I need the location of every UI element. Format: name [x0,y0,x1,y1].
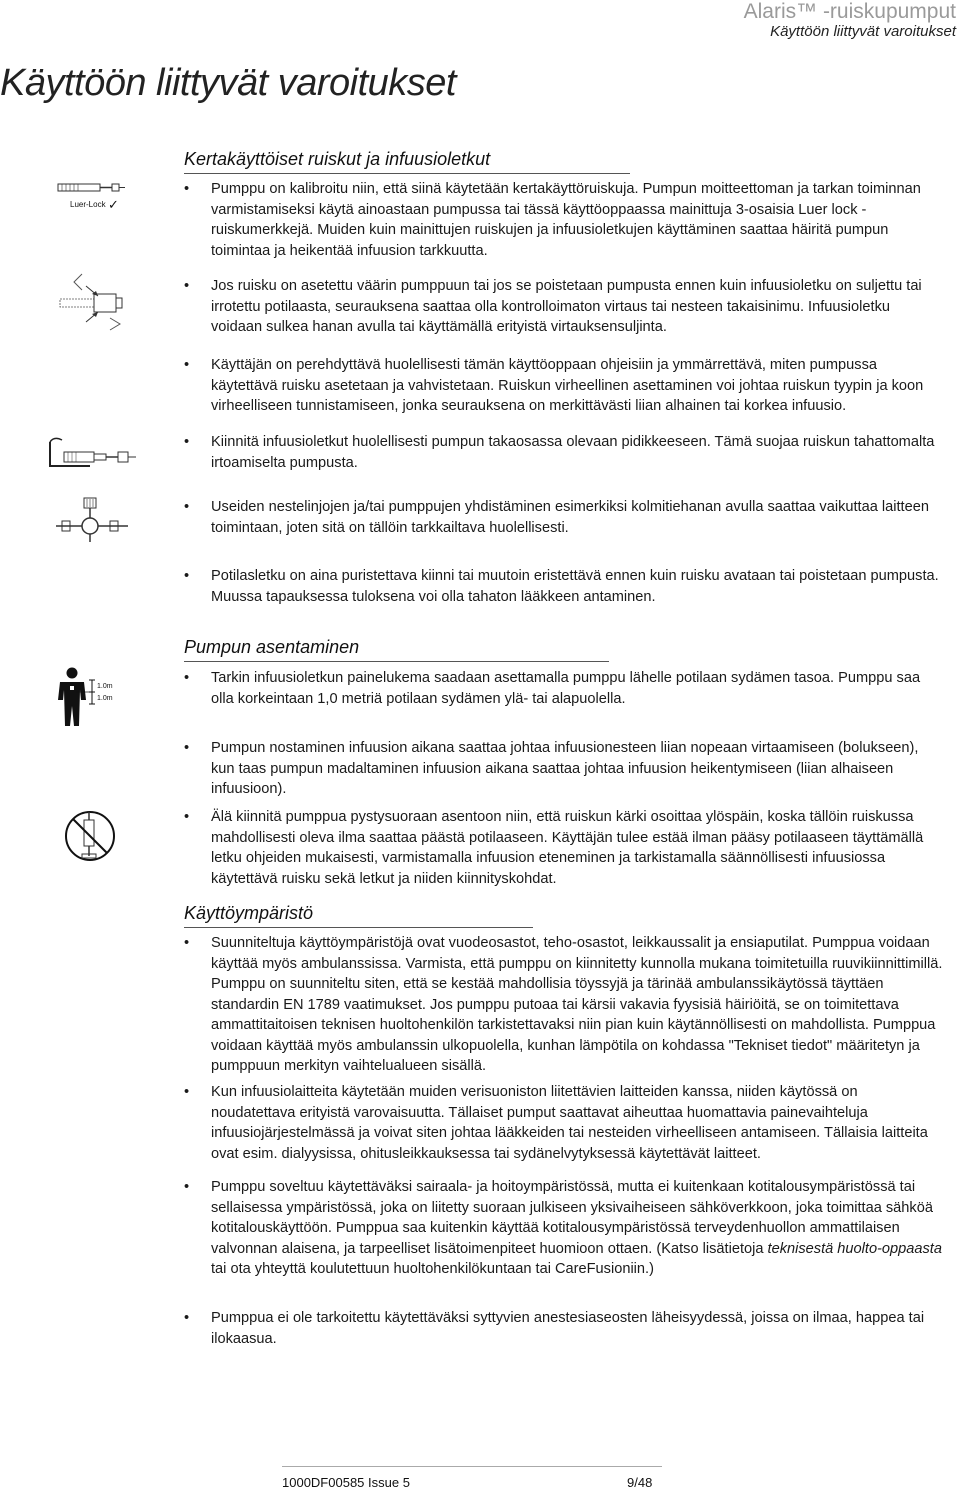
list-item: • Pumppu on kalibroitu niin, että siinä käytetään kertakäyttöruiskuja. Pumpun moitteettoman ja tarkan toiminnan varmistamiseksi käytä ainoastaan pumpussa tai tässä käyttöoppaassa mainittuja 3-osaisia Luer lock -ruiskumerkkejä. Muiden kuin mainittujen ruiskujen ja infuusioletkujen käyttäminen saattaa häiritä pumpun toimintaa ja heikentää infuusion tarkkuutta. [184,181,921,259]
list-item: • Pumppu soveltuu käytettäväksi sairaala- ja hoitoympäristössä, mutta ei kuitenkaan kotitalousympäristössä tai sellaisessa ympäristössä, joka on liitetty suoraan julkiseen yksivaiheiseen sähköverkkoon, joka toimittaa sähköä kotitalouskäyttöön. Pumppua saa kuitenkin käyttää kotitalousympäristössä terveydenhuollon ammattilaisen valvonnan alaisena, ja tarpeelliset lisätoimenpiteet huomioon ottaen. (Katso lisätietoja teknisestä huolto-oppaasta tai ota yhteyttä koulutettuun huoltohenkilökuntaan tai CareFusioniin.) [184,1179,942,1277]
header-product-title: Alaris™ -ruiskupumput [743,0,956,23]
section-heading-syringes: Kertakäyttöiset ruiskut ja infuusioletkut [184,149,491,169]
list-item: • Tarkin infuusioletkun painelukema saadaan asettamalla pumppu lähelle potilaan sydämen tasoa. Pumppu saa olla korkeintaan 1,0 metriä potilaan sydämen ylä- tai alapuolella. [184,670,921,707]
list-item: • Pumppua ei ole tarkoitettu käytettäväksi syttyvien anestesiaseosten läheisyydessä, joissa on ilmaa, happea tai ilokaasua. [184,1310,925,1347]
luer-lock-label: Luer-Lock [70,200,106,209]
list-item: • Suunniteltuja käyttöympäristöjä ovat vuodeosastot, teho-osastot, leikkaussalit ja ensiaputilat. Pumppua voidaan käyttää myös ambulanssissa. Varmista, että pumppu on kiinnitetty kunnolla mukana toimitetuilla ruuvikiinnittimillä. Pumppu on suunniteltu siten, että se kestää mahdollisia töyssyjä ja tärinää ambulanssikäytössä täyttäen standardin EN 1789 vaatimukset. Jos pumppu putoaa tai kärsii vakavia fyysisiä häiriöitä, se on toimitettava ammattitaitoisen teknisen huoltohenkilön tarkistettavaksi niin pian kuin käytännöllisesti on mahdollista. Pumppua voidaan käyttää myös ambulanssin ulkopuolella, kunhan lämpötila on kohdassa "Tekniset tiedot" määritetyn ja pumppuun merkityn vaihtelualueen sisällä. [184,935,943,1074]
footer-page-number: 9/48 [627,1475,653,1490]
list-item: • Jos ruisku on asetettu väärin pumppuun tai jos se poistetaan pumpusta ennen kuin infuusioletku on suljettu tai irrotettu potilaasta, seurauksena saattaa olla kontrolloimaton virtaus tai nesteen takaisinimu. Infuusioletku voidaan sulkea hanan avulla tai käyttämällä erityistä virtauksensuljinta. [184,278,922,335]
section-heading-environment: Käyttöympäristö [184,903,314,923]
list-item: • Älä kiinnitä pumppua pystysuoraan asentoon niin, että ruiskun kärki osoittaa ylöspäin, koska tällöin ruiskussa mahdollisesti oleva ilma saattaa päästä potilaaseen. Käyttäjän tulee estää ilman pääsy potilaaseen täyttämällä letku ohjeiden mukaisesti, varmistamalla infuusion eteneminen ja tarkistamalla säännöllisesti infuusiossa käytettävä ruisku sekä letkut ja niiden kiinnityskohdat. [184,809,924,887]
check-icon: ✓ [108,198,119,213]
section-heading-pump-positioning: Pumpun asentaminen [184,637,360,657]
list-item: • Pumpun nostaminen infuusion aikana saattaa johtaa infuusionesteen liian nopeaan virtaamiseen (bolukseen), kun taas pumpun madaltaminen infuusion aikana saattaa johtaa infuusion heikentymiseen (liian alhaiseen infuusioon). [184,740,919,797]
header-subtitle: Käyttöön liittyvät varoitukset [770,23,956,40]
height-label-upper: 1.0m [97,683,113,690]
patient-heart-level-icon [52,666,122,733]
list-item: • Käyttäjän on perehdyttävä huolellisesti tämän käyttöoppaan ohjeisiin ja ymmärrettävä, miten pumpussa käytettävä ruisku asetetaan ja vahvistetaan. Ruiskun virheellinen asettaminen voi johtaa ruiskun tyypin ja koon virheelliseen tunnistamiseen, jonka seurauksena on merkittävästi liian alhainen tai korkea infuusio. [184,357,924,414]
list-item: • Kiinnitä infuusioletkut huolellisesti pumpun takaosassa olevaan pidikkeeseen. Tämä suojaa ruiskun tahattomalta irtoamiselta pumpusta. [184,434,935,471]
list-item: • Useiden nestelinjojen ja/tai pumppujen yhdistäminen esimerkiksi kolmitiehanan avulla saattaa vaikuttaa laitteen toimintaan, joten sitä on tällöin tarkkailtava huolellisesti. [184,499,929,536]
list-item: • Potilasletku on aina puristettava kiinni tai muutoin eristettävä ennen kuin ruisku avataan tai poistetaan pumpusta. Muussa tapauksessa tuloksena voi olla tahaton lääkkeen antaminen. [184,568,939,605]
footer-document-id: 1000DF00585 Issue 5 [282,1475,410,1490]
no-upright-syringe-icon [60,806,120,871]
service-manual-reference: teknisestä huolto-oppaasta [767,1240,942,1257]
footer-divider [282,1466,662,1467]
tubing-holder-icon [44,432,140,477]
three-way-tap-icon [54,496,130,549]
height-label-lower: 1.0m [97,695,113,702]
luer-lock-syringe-icon [56,180,128,219]
syringe-clamp-icon [56,272,128,339]
list-item: • Kun infuusiolaitteita käytetään muiden verisuoniston liitettävien laitteiden kanssa, niiden käytössä on noudatettava erityistä varovaisuutta. Tällaiset pumput saattavat aiheuttaa huomattavia painevaihteluja infuusiojärjestelmässä ja voivat siten johtaa lääkkeiden tai nesteiden virheelliseen antamiseen. Tällaisia laitteita ovat esim. dialyysissa, ohitusleikkauksessa tai sydänelvytyksessä käytettävät laitteet. [184,1084,928,1162]
page-title: Käyttöön liittyvät varoitukset [0,62,456,104]
